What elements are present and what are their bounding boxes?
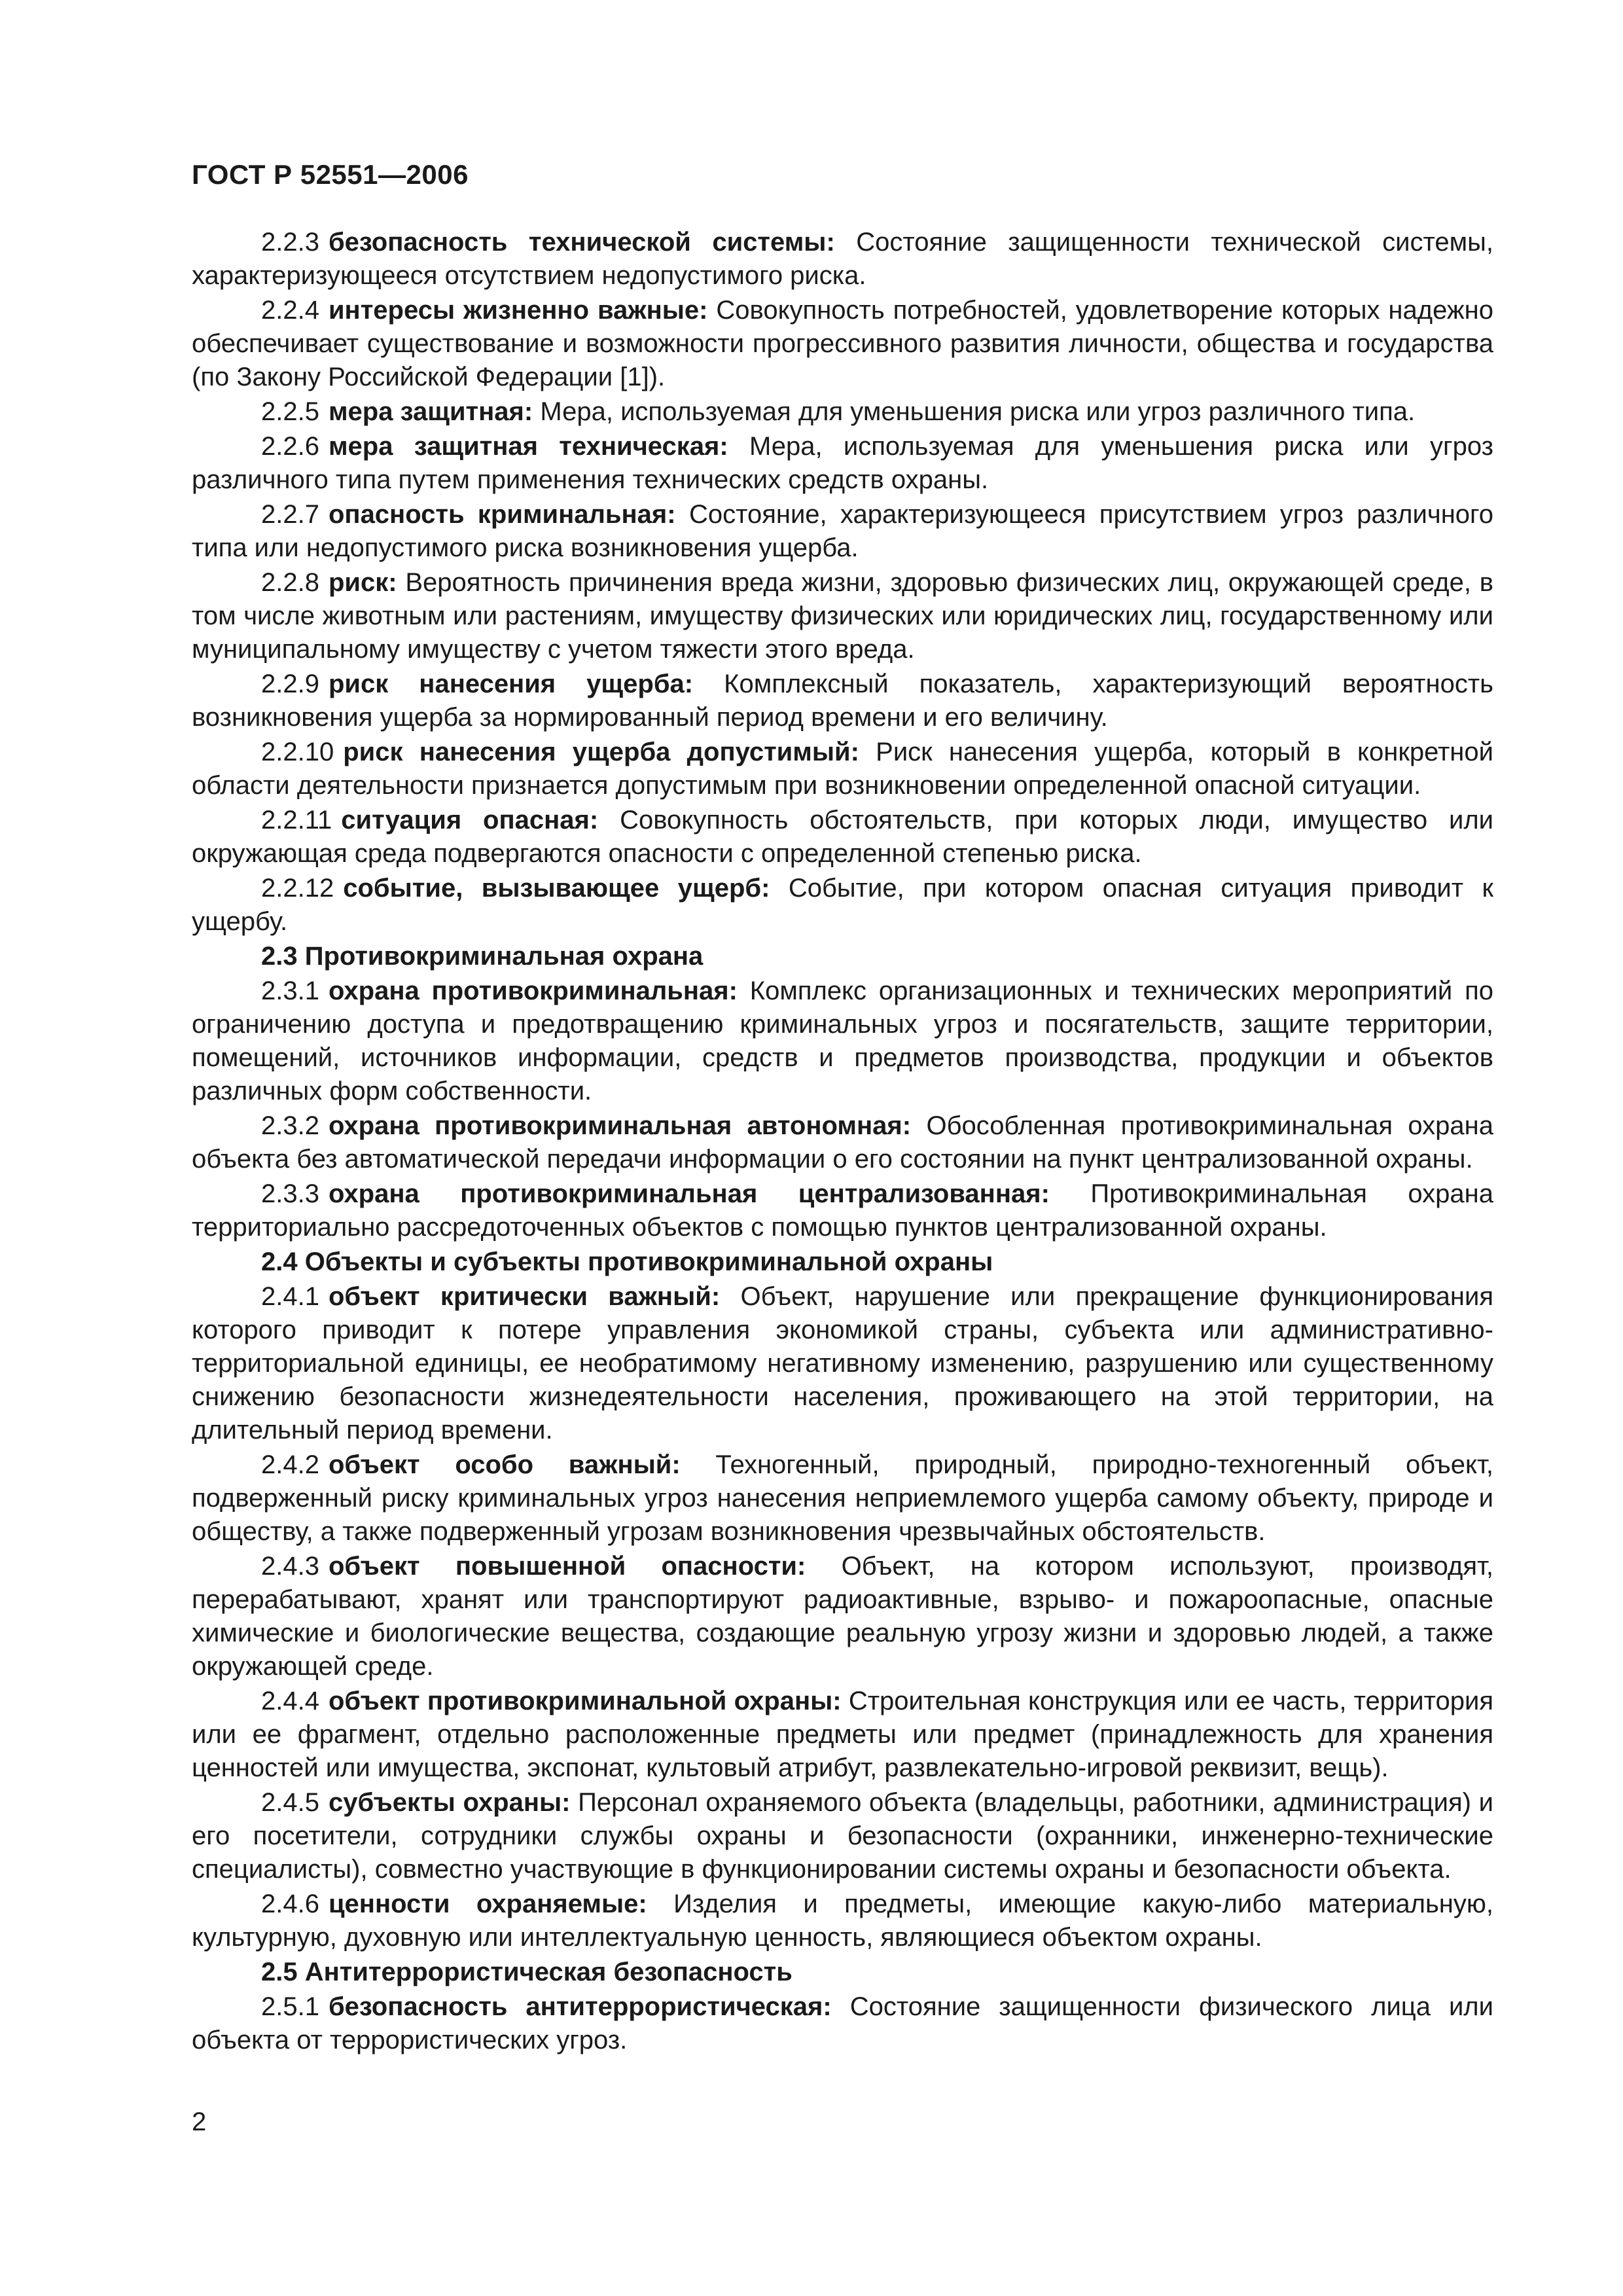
document-body — [192, 226, 1493, 2058]
clause-term: ценности охраняемые: — [328, 1890, 647, 1918]
clause-definition: Состояние, характеризующееся присутствием угроз различного типа или недопустимого риска возникновения ущерба. — [192, 500, 1493, 562]
clause-number: 2.2.4 — [261, 296, 319, 325]
clause-2-3-3 — [192, 1177, 1493, 1244]
clause-term: ситуация опасная: — [341, 806, 599, 834]
clause-term: событие, вызывающее ущерб: — [343, 874, 770, 903]
clause-number: 2.2.9 — [261, 670, 319, 698]
clause-number: 2.3.3 — [261, 1179, 319, 1208]
clause-definition: Совокупность потребностей, удовлетворение которых надежно обеспечивает существование и возможности прогрессивного развития личности, общества и государства (по Закону Российской Федерации [1]). — [192, 296, 1493, 391]
clause-term: субъекты охраны: — [328, 1788, 571, 1817]
clause-2-2-4 — [192, 294, 1493, 394]
section-heading-2-3: 2.3 Противокриминальная охрана — [261, 942, 704, 971]
clause-term: мера защитная техническая: — [328, 432, 728, 461]
clause-definition: Состояние защищенности физического лица или объекта от террористических угроз. — [192, 1992, 1493, 2054]
clause-2-2-5 — [192, 395, 1493, 429]
clause-number: 2.5.1 — [261, 1992, 319, 2021]
clause-2-2-3 — [192, 226, 1493, 293]
clause-definition: Совокупность обстоятельств, при которых люди, имущество или окружающая среда подвергаются опасности с определенной степенью риска. — [192, 806, 1494, 868]
section-heading-2-4: 2.4 Объекты и субъекты противокриминальной охраны — [261, 1247, 993, 1276]
clause-number: 2.2.7 — [261, 500, 319, 529]
clause-term: интересы жизненно важные: — [328, 296, 708, 325]
clause-term: риск нанесения ущерба допустимый: — [343, 738, 859, 766]
clause-term: опасность криминальная: — [328, 500, 676, 529]
clause-term: объект особо важный: — [328, 1450, 681, 1479]
clause-definition: Техногенный, природный, природно-техногенный объект, подверженный риску криминальных угроз нанесения неприемлемого ущерба самому объекту, природе и обществу, а также подверженный угрозам возникновения чрезвычайных обстоятельств. — [192, 1450, 1493, 1546]
clause-term: риск нанесения ущерба: — [328, 670, 694, 698]
clause-number: 2.2.11 — [261, 806, 332, 834]
clause-definition: Событие, при котором опасная ситуация приводит к ущербу. — [192, 874, 1493, 936]
clause-2-4-4 — [192, 1685, 1493, 1785]
clause-term: риск: — [328, 568, 397, 597]
clause-definition: Мера, используемая для уменьшения риска или угроз различного типа путем применения технических средств охраны. — [192, 432, 1493, 494]
clause-number: 2.4.2 — [261, 1450, 319, 1479]
document-header: ГОСТ Р 52551—2006 — [192, 159, 469, 190]
clause-number: 2.4.6 — [261, 1890, 319, 1918]
clause-number: 2.2.3 — [261, 228, 319, 257]
clause-2-3-1 — [192, 975, 1493, 1108]
clause-definition: Состояние защищенности технической системы, характеризующееся отсутствием недопустимого риска. — [192, 228, 1493, 290]
page-number: 2 — [192, 2108, 207, 2136]
clause-number: 2.4.3 — [261, 1552, 319, 1581]
clause-definition: Риск нанесения ущерба, который в конкретной области деятельности признается допустимым при возникновении определенной опасной ситуации. — [192, 738, 1493, 800]
clause-2-4-2 — [192, 1448, 1493, 1549]
clause-2-2-12 — [192, 872, 1493, 939]
clause-2-2-7 — [192, 498, 1493, 565]
clause-2-2-11 — [192, 804, 1493, 870]
clause-2-2-10 — [192, 736, 1493, 802]
clause-number: 2.4.1 — [261, 1282, 319, 1311]
clause-term: безопасность антитеррористическая: — [328, 1992, 832, 2021]
clause-number: 2.2.8 — [261, 568, 319, 597]
clause-definition: Строительная конструкция или ее часть, территория или ее фрагмент, отдельно расположенные предметы или предмет (принадлежность для хранения ценностей или имущества, экспонат, культовый атрибут, развлекательно-игровой реквизит, вещь). — [192, 1687, 1493, 1782]
clause-term: охрана противокриминальная автономная: — [328, 1111, 912, 1140]
clause-definition: Объект, на котором используют, производят, перерабатывают, хранят или транспортируют радиоактивные, взрыво- и пожароопасные, опасные химические и биологические вещества, создающие реальную угрозу жизни и здоровью людей, а также окружающей среде. — [192, 1552, 1493, 1681]
clause-2-4-5 — [192, 1786, 1493, 1886]
clause-number: 2.2.6 — [261, 432, 319, 461]
clause-number: 2.4.4 — [261, 1687, 319, 1715]
clause-term: объект критически важный: — [328, 1282, 721, 1311]
clause-term: объект противокриминальной охраны: — [328, 1687, 842, 1715]
clause-number: 2.2.5 — [261, 397, 319, 426]
clause-definition: Объект, нарушение или прекращение функционирования которого приводит к потере управления экономикой страны, субъекта или административно-территориальной единицы, ее необратимому негативному изменению, разрушению или существенному снижению безопасности жизнедеятельности населения, проживающего на этой территории, на длительный период времени. — [192, 1282, 1493, 1444]
section-heading-2-5: 2.5 Антитеррористическая безопасность — [261, 1958, 793, 1986]
clause-term: охрана противокриминальная централизованная: — [328, 1179, 1050, 1208]
clause-number: 2.3.2 — [261, 1111, 319, 1140]
clause-2-2-6 — [192, 430, 1493, 497]
clause-2-4-3 — [192, 1550, 1493, 1683]
clause-2-4-1 — [192, 1280, 1493, 1447]
clause-2-4-6 — [192, 1888, 1493, 1954]
clause-definition: Персонал охраняемого объекта (владельцы, работники, администрация) и его посетители, сотрудники службы охраны и безопасности (охранники, инженерно-технические специалисты), совместно участвующие в функционировании системы охраны и безопасности объекта. — [192, 1788, 1493, 1884]
clause-term: безопасность технической системы: — [328, 228, 835, 257]
clause-definition: Противокриминальная охрана территориально рассредоточенных объектов с помощью пунктов централизованной охраны. — [192, 1179, 1493, 1242]
clause-number: 2.2.10 — [261, 738, 334, 766]
clause-number: 2.2.12 — [261, 874, 334, 903]
clause-term: мера защитная: — [328, 397, 533, 426]
clause-definition: Комплексный показатель, характеризующий вероятность возникновения ущерба за нормированный период времени и его величину. — [192, 670, 1493, 732]
clause-definition: Комплекс организационных и технических мероприятий по ограничению доступа и предотвращению криминальных угроз и посягательств, защите территории, помещений, источников информации, средств и предметов производства, продукции и объектов различных форм собственности. — [192, 977, 1493, 1105]
clause-definition: Вероятность причинения вреда жизни, здоровью физических лиц, окружающей среде, в том числе животным или растениям, имуществу физических или юридических лиц, государственному или муниципальному имуществу с учетом тяжести этого вреда. — [192, 568, 1493, 664]
clause-2-2-8 — [192, 566, 1493, 666]
clause-definition: Обособленная противокриминальная охрана объекта без автоматической передачи информации о его состоянии на пункт централизованной охраны. — [192, 1111, 1494, 1174]
clause-definition: Мера, используемая для уменьшения риска или угроз различного типа. — [540, 397, 1416, 426]
clause-term: объект повышенной опасности: — [328, 1552, 806, 1581]
clause-definition: Изделия и предметы, имеющие какую-либо материальную, культурную, духовную или интеллектуальную ценность, являющиеся объектом охраны. — [192, 1890, 1493, 1952]
clause-2-2-9 — [192, 668, 1493, 734]
clause-number: 2.4.5 — [261, 1788, 319, 1817]
clause-term: охрана противокриминальная: — [328, 977, 738, 1005]
clause-number: 2.3.1 — [261, 977, 319, 1005]
clause-2-3-2 — [192, 1109, 1493, 1176]
clause-2-5-1 — [192, 1990, 1493, 2057]
